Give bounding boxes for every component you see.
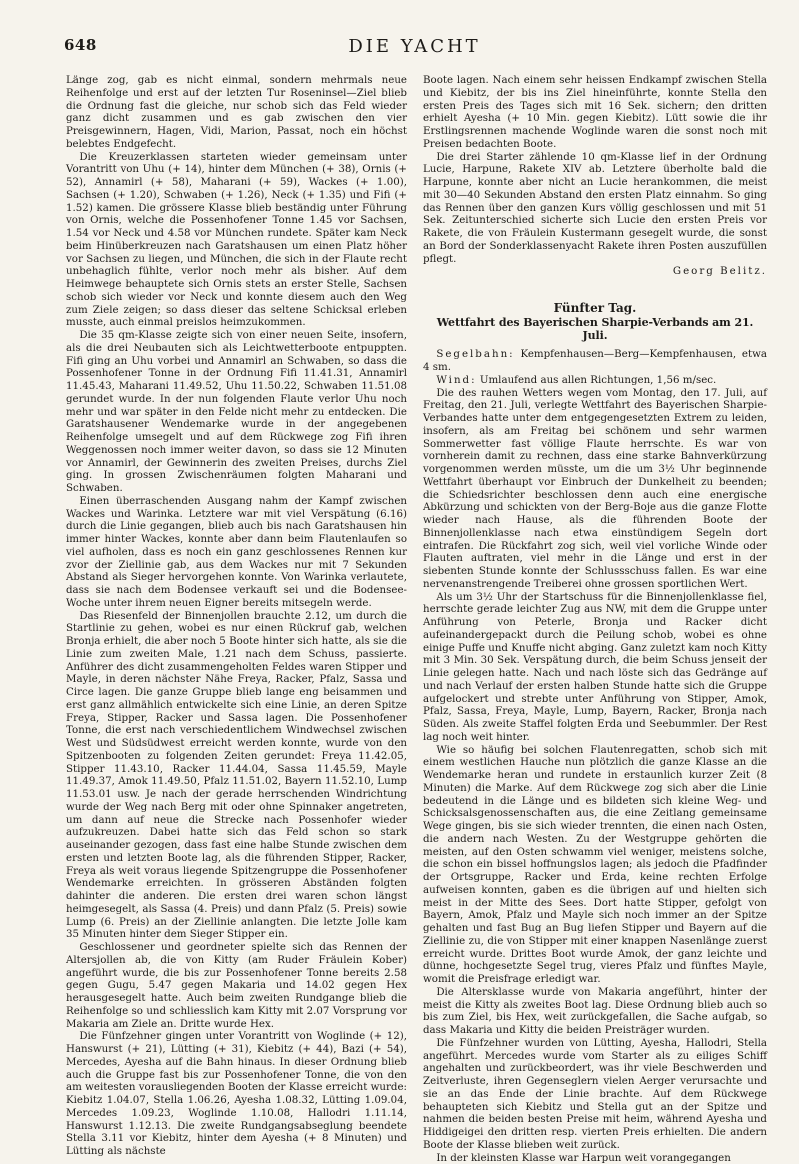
paragraph: Das Riesenfeld der Binnenjollen brauchte 2.12, um durch die Startlinie zu gehen, wobei es nur einen Rückruf gab, welchen Bronja erhielt, die aber noch 5 Boote hinter sich hatte, als sie die Linie zum zweiten Male, 1.21 nach dem Schuss, passierte. Anführer des dicht zusammengeholten Feldes waren Stipper und Mayle, in deren nächster Nähe Freya, Racker, Pfalz, Sassa und Circe lagen. Die ganze Gruppe blieb lange eng beisammen und erst ganz allmählich entwickelte sich eine Linie, an deren Spitze Freya, Stipper, Racker und Sassa lagen. Die Possenhofener Tonne, die erst nach verschiedentlichem Windwechsel zwischen West und Südsüdwest erreicht werden konnte, wurde von den Spitzenbooten zu folgenden Zeiten gerundet: Freya 11.42.05, Stipper 11.43.10, Racker 11.44.04, Sassa 11.45.59, Mayle 11.49.37, Amok 11.49.50, Pfalz 11.51.02, Bayern 11.52.10, Lump 11.53.01 usw. Je nach der gerade herrschenden Windrichtung wurde der Weg nach Berg mit oder ohne Spinnaker angetreten, um dann auf neue die Strecke nach Possenhofer wieder aufzukreuzen. Dabei hatte sich das Feld schon so stark auseinander gezogen, dass fast eine halbe Stunde zwischen dem ersten und letzten Boote lag, als die führenden Stipper, Racker, Freya als weit voraus liegende Spitzengruppe die Possenhofener Wendemarke erreichten. In grösseren Abständen folgten dahinter die anderen. Die ersten drei waren schon längst heimgesegelt, als Sassa (4. Preis) und dann Pfalz (5. Preis) sowie Lump (6. Preis) an der Ziellinie anlangten. Die letzte Jolle kam 35 Minuten hinter dem Sieger Stipper ein. — [66, 610, 407, 942]
wind-label: Wind: — [436, 374, 476, 386]
paragraph: Die Kreuzerklassen starteten wieder gemeinsam unter Vorantritt von Uhu (+ 14), hinter dem München (+ 38), Ornis (+ 52), Annamirl (+ 58), Maharani (+ 59), Wackes (+ 1.00), Sachsen (+ 1.20), Schwaben (+ 1.26), Neck (+ 1.35) und Fifi (+ 1.52) kamen. Die grössere Klasse blieb beständig unter Führung von Ornis, welche die Possenhofener Tonne 1.45 vor Sachsen, 1.54 vor Neck und 4.58 vor München rundete. Später kam Neck beim Hinüberkreuzen nach Garatshausen um einen Platz höher vor Sachsen zu liegen, und München, die sich in der Flaute recht unbehaglich fühlte, verlor noch mehr als bisher. Auf dem Heimwege behauptete sich Ornis stets an erster Stelle, Sachsen schob sich wieder vor Neck und konnte diesem auch den Weg zum Ziele zeigen; so dass dieser das seltene Schicksal erleben musste, auch einmal preislos heimzukommen. — [66, 151, 407, 330]
paragraph: Die Altersklasse wurde von Makaria angeführt, hinter der meist die Kitty als zweites Boot lag. Diese Ordnung blieb auch so bis zum Ziel, bis Hex, weit zurückgefallen, die Sache aufgab, so dass Makaria und Kitty die beiden Preisträger wurden. — [423, 986, 767, 1037]
paragraph: Wie so häufig bei solchen Flautenregatten, schob sich mit einem westlichen Hauche nun plötzlich die ganze Klasse an die Wendemarke heran und rundete in erstaunlich kurzer Zeit (8 Minuten) die Marke. Auf dem Rückwege zog sich aber die Linie bedeutend in die Länge und es bildeten sich kleine Weg- und Schicksalsgenossenschaften aus, die eine Zeitlang gemeinsame Wege gingen, bis sie sich wieder trennten, die einen nach Osten, die andern nach Westen. Zu der Westgruppe gehörten die meisten, auf den Osten schwamm viel weniger, meistens solche, die schon ein bissel hoffnungslos lagen; als jedoch die Pfadfinder der Ortsgruppe, Racker und Erda, keine rechten Erfolge aufweisen konnten, gaben es die übrigen auf und hielten sich meist in der Mitte des Sees. Dort hatte Stipper, gefolgt von Bayern, Amok, Pfalz und Mayle sich noch immer an der Spitze gehalten und fast Bug an Bug liefen Stipper und Bayern auf die Ziellinie zu, die von Stipper mit einer knappen Nasenlänge zuerst erreicht wurde. Drittes Boot wurde Amok, der ganz leichte und dünne, hochgesetzte Segel trug, vieres Pfalz und fünftes Mayle, womit die Preisfrage erledigt war. — [423, 744, 767, 986]
right-column — [423, 74, 767, 1111]
paragraph: Länge zog, gab es nicht einmal, sondern mehrmals neue Reihenfolge und erst auf der letzten Tur Roseninsel—Ziel blieb die Ordnung fast die gleiche, nur schob sich das Feld wieder ganz dicht zusammen und es gab zwischen den vier Preisgewinnern, Hagen, Vidi, Marion, Passat, noch ein höchst belebtes Endgefecht. — [66, 74, 407, 151]
wind-info — [423, 374, 767, 387]
section-subheading: Wettfahrt des Bayerischen Sharpie-Verbands am 21. Juli. — [423, 317, 767, 343]
paragraph: Boote lagen. Nach einem sehr heissen Endkampf zwischen Stella und Kiebitz, der bis ins Ziel hineinführte, konnte Stella den ersten Preis des Tages sich mit 16 Sek. sichern; den dritten erhielt Ayesha (+ 10 Min. gegen Kiebitz). Lütt sowie die ihr Erstlingsrennen machende Woglinde waren die sonst noch mit Preisen bedachten Boote. — [423, 74, 767, 151]
left-column — [66, 74, 407, 1111]
paragraph: Die drei Starter zählende 10 qm-Klasse lief in der Ordnung Lucie, Harpune, Rakete XIV ab. Letztere überholte bald die Harpune, konnte aber nicht an Lucie herankommen, die meist mit 30—40 Sekunden Abstand den ersten Platz einnahm. So ging das Rennen über den ganzen Kurs völlig geschlossen und mit 51 Sek. Zeitunterschied sicherte sich Lucie den ersten Preis vor Rakete, die von Fräulein Kustermann gesegelt wurde, die sonst an Bord der Sonderklassenyacht Rakete ihren Posten auszufüllen pflegt. — [423, 151, 767, 266]
course-value: Kempfenhausen—Berg—Kempfenhausen, etwa 4 sm. — [423, 348, 767, 373]
page-number: 648 — [64, 36, 97, 54]
paragraph: Die Fünfzehner wurden von Lütting, Ayesha, Hallodri, Stella angeführt. Mercedes wurde vom Starter als zu eiliges Schiff angehalten und zurückbeordert, was ihr viele Beschwerden und Zeitverluste, ihren Gegenseglern vielen Aerger verursachte und sie an das Ende der Linie brachte. Auf dem Rückwege behaupteten sich Kiebitz und Stella gut an der Spitze und nahmen die beiden besten Preise mit heim, während Ayesha und Hiddigeigei den dritten resp. vierten Preis erhielten. Die andern Boote der Klasse blieben weit zurück. — [423, 1037, 767, 1152]
running-title: DIE YACHT — [64, 36, 765, 57]
course-label: Segelbahn: — [436, 348, 514, 360]
course-info — [423, 348, 767, 374]
page-header — [64, 36, 765, 60]
paragraph: Die des rauhen Wetters wegen vom Montag, den 17. Juli, auf Freitag, den 21. Juli, verlegte Wettfahrt des Bayerischen Sharpie-Verbandes hatte unter dem entgegengesetzten Extrem zu leiden, insofern, als am Freitag bei schönem und sehr warmen Sommerwetter fast völlige Flaute herrschte. Es war von vornherein damit zu rechnen, dass eine starke Bahnverkürzung vorgenommen werden müsste, um die um 3½ Uhr beginnende Wettfahrt überhaupt vor Einbruch der Dunkelheit zu beenden; die Schiedsrichter beschlossen denn auch eine energische Abkürzung und schickten von der Berg-Boje aus die ganze Flotte wieder nach Hause, als die führenden Boote der Binnenjollenklasse nach etwa einstündigem Segeln dort eintrafen. Die Rückfahrt zog sich, weil viel vorliche Winde oder Flauten auftraten, viel mehr in die Länge und erst in der siebenten Stunde konnte der Schlussschuss fallen. Es war eine nervenanstrengende Treiberei ohne grossen sportlichen Wert. — [423, 387, 767, 591]
paragraph: Als um 3½ Uhr der Startschuss für die Binnenjollenklasse fiel, herrschte gerade leichter Zug aus NW, mit dem die Gruppe unter Anführung von Peterle, Bronja und Racker dicht aufeinandergepackt durch die Peilung schob, wobei es ohne einige Puffe und Knuffe nicht abging. Ganz zuletzt kam noch Kitty mit 3 Min. 30 Sek. Verspätung durch, die beim Schuss jenseit der Linie gelegen hatte. Nach und nach löste sich das Gedränge auf und nach Verlauf der ersten halben Stunde hatte sich die Gruppe aufgelockert und strebte unter Anführung von Stipper, Amok, Pfalz, Sassa, Freya, Mayle, Lump, Bayern, Racker, Bronja nach Süden. Als zweite Staffel folgten Erda und Seebummler. Der Rest lag noch weit hinter. — [423, 591, 767, 744]
author-signature: Georg Belitz. — [423, 265, 767, 278]
paragraph: Einen überraschenden Ausgang nahm der Kampf zwischen Wackes und Warinka. Letztere war mit viel Verspätung (6.16) durch die Linie gegangen, blieb auch bis nach Garatshausen hin immer hinter Wackes, konnte aber dann beim Flautenlaufen so viel aufholen, dass es noch ein ganz geschlossenes Rennen kur zvor der Ziellinie gab, aus dem Wackes nur mit 7 Sekunden Abstand als Sieger hervorgehen konnte. Von Warinka verlautete, dass sie nach dem Bodensee verkauft sei und die Bodensee-Woche unter ihrem neuen Eigner bereits mitsegeln werde. — [66, 495, 407, 610]
paragraph: Die 35 qm-Klasse zeigte sich von einer neuen Seite, insofern, als die drei Neubauten sich als Leichtwetterboote entpuppten. Fifi ging an Uhu vorbei und Annamirl an Schwaben, so dass die Possenhofener Tonne in der Ordnung Fifi 11.41.31, Annamirl 11.45.43, Maharani 11.49.52, Uhu 11.50.22, Schwaben 11.51.08 gerundet wurde. In der nun folgenden Flaute verlor Uhu noch mehr und war später in den Felde nicht mehr zu entdecken. Die Garatshausener Wendemarke wurde in der angegebenen Reihenfolge umsegelt und auf dem Rückwege zog Fifi ihren Weggenossen noch immer weiter davon, so dass sie 12 Minuten vor Annamirl, der Gewinnerin des zweiten Preises, durchs Ziel ging. In grossen Zwischenräumen folgten Maharani und Schwaben. — [66, 329, 407, 495]
paragraph: Die Fünfzehner gingen unter Vorantritt von Woglinde (+ 12), Hanswurst (+ 21), Lütting (+ 31), Kiebitz (+ 44), Bazi (+ 54), Mercedes, Ayesha auf die Bahn hinaus. In dieser Ordnung blieb auch die Gruppe fast bis zur Possenhofener Tonne, die von den am weitesten vorausliegenden Booten der Klasse erreicht wurde: Kiebitz 1.04.07, Stella 1.06.26, Ayesha 1.08.32, Lütting 1.09.04, Mercedes 1.09.23, Woglinde 1.10.08, Hallodri 1.11.14, Hanswurst 1.12.13. Die zweite Rundgangsabseglung beendete Stella 3.11 vor Kiebitz, hinter dem Ayesha (+ 8 Minuten) und Lütting als nächste — [66, 1030, 407, 1158]
wind-value: Umlaufend aus allen Richtungen, 1,56 m/sec. — [480, 374, 716, 386]
paragraph: In der kleinsten Klasse war Harpun weit vorangegangen — [423, 1152, 767, 1164]
section-heading: Fünfter Tag. — [423, 302, 767, 315]
paragraph: Geschlossener und geordneter spielte sich das Rennen der Altersjollen ab, die von Kitty (am Ruder Fräulein Kober) angeführt wurde, die bis zur Possenhofener Tonne bereits 2.58 gegen Gugu, 5.47 gegen Makaria und 14.02 gegen Hex herausgesegelt hatte. Auch beim zweiten Rundgange blieb die Reihenfolge so und schliesslich kam Kitty mit 2.07 Vorsprung vor Makaria am Ziele an. Dritte wurde Hex. — [66, 941, 407, 1030]
